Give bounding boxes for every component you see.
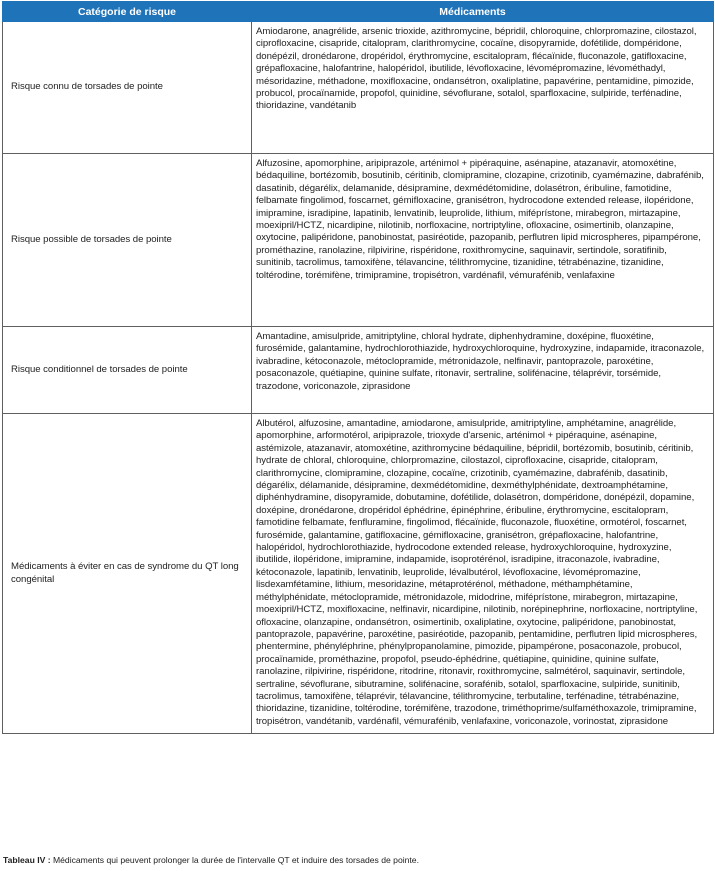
caption-label: Tableau IV :	[3, 855, 51, 865]
table-row	[3, 327, 714, 414]
drug-list-cell: Amiodarone, anagrélide, arsenic trioxide, azithromycine, bépridil, chloroquine, chlorpromazine, cilostazol, ciprofloxacine, cisapride, citalopram, clarithromycine, cocaïne, disopyramide, dofétilide, dompéridone, donépézil, dronédarone, dropéridol, érythromycine, escitalopram, flécaïnide, fluconazole, gatifloxacine, grépafloxacine, halofantrine, halopéridol, ibutilide, lévofloxacine, lévomépromazine, lévométhadyl, mésoridazine, méthadone, moxifloxacine, ondansétron, oxaliplatine, papavérine, pentamidine, pimozide, probucol, procaïnamide, propofol, quinidine, sévoflurane, sotalol, sparfloxacine, sulpiride, terfénadine, thioridazine, vandétanib	[252, 22, 714, 154]
drug-list-cell: Alfuzosine, apomorphine, aripiprazole, arténimol + pipéraquine, asénapine, atazanavir, atomoxétine, bédaquiline, bortézomib, bosutinib, céritinib, clomipramine, clozapine, crizotinib, cyamémazine, dabrafénib, dasatinib, dégarélix, delamanide, désipramine, dexmédétomidine, dolasétron, éribuline, famotidine, felbamate fingolimod, foscarnet, gémifloxacine, granisétron, hydrocodone extended release, ilopéridone, imipramine, isradipine, lapatinib, lenvatinib, leuprolide, lithium, miféprístone, mirabegron, mirtazapine, moexipril/HCTZ, nicardipine, nilotinib, norfloxacine, nortriptyline, ofloxacine, osimertinib, olanzapine, oxytocine, palipéridone, panobinostat, pasiréotide, pazopanib, perflutren lipid microspheres, pipampérone, prométhazine, ranolazine, rilpivirine, rispéridone, roxithromycine, saquinavir, sertindole, soratifinib, sunitinib, tacrolimus, tamoxifène, télavancine, télithromycine, tizanidine, tétrabénazine, tizanidine, toltérodine, torémifène, trimipramine, tropisétron, vardénafil, vémurafénib, venlafaxine	[252, 154, 714, 327]
table-row	[3, 154, 714, 327]
header-risk-category: Catégorie de risque	[3, 2, 252, 22]
table-header-row	[3, 2, 714, 22]
table-row	[3, 22, 714, 154]
drug-list-cell: Albutérol, alfuzosine, amantadine, amiodarone, amisulpride, amitriptyline, amphétamine, anagrélide, apomorphine, arformotérol, aripiprazole, trioxyde d'arsenic, arténimol + pipéraquine, asénapine, astémizole, atazanavir, atomoxétine, azithromycine bédaquiline, bépridil, bortézomib, bosutinib, céritinib, hydrate de chloral, chloroquine, chlorpromazine, cilostazol, ciprofloxacine, cisapride, citalopram, clarithromycine, clomipramine, clozapine, cocaïne, crizotinib, cyamémazine, dabrafénib, dasatinib, dégarélix, délamanide, désipramine, dexmédétomidine, dexméthylphénidate, dextroamphétamine, diphénhydramine, disopyramide, dobutamine, dofétilide, dolasétron, dompéridone, donépézil, dopamine, doxépine, dronédarone, dropéridol éphédrine, épinéphrine, éribuline, érythromycine, escitalopram, famotidine felbamate, fenfluramine, fingolimod, flécaïnide, fluconazole, fluoxétine, ormotérol, foscarnet, furosémide, galantamine, gatifloxacine, gémifloxacine, granisétron, grépafloxacine, halofantrine, halopéridol, hydrochlorothiazide, hydrocodone extended release, hydroxychloroquine, hydroxyzine, ibutilide, ilopéridone, imipramine, indapamide, isoprotérénol, isradipine, itraconazole, ivabradine, kétoconazole, lapatinib, lenvatinib, leuprolide, lévalbutérol, lévofloxacine, lévomépromazine, lisdexamfétamine, lithium, mesoridazine, métaprotérénol, méthadone, méthamphétamine, méthylphénidate, métoclopramide, métronidazole, midodrine, miféprístone, mirabegron, mirtazapine, moexipril/HCTZ, moxifloxacine, nelfinavir, nicardipine, nilotinib, norépinephrine, norfloxacine, nortriptyline, ofloxacine, olanzapine, ondansétron, osimertinib, oxaliplatine, oxytocine, palipéridone, panobinostat, pantoprazole, papavérine, paroxétine, pasiréotide, pazopanib, pentamidine, perflutren lipid microspheres, phentermine, phényléphrine, phénylpropanolamine, pimozide, pipampérone, posaconazole, probucol, procaïnamide, prométhazine, propofol, pseudo-éphédrine, quétiapine, quinidine, quinine sulfate, ranolazine, rilpivirine, rispéridone, ritodrine, ritonavir, roxithromycine, salmétérol, saquinavir, sertindole, sertraline, sévoflurane, sibutramine, solifénacine, sorafénib, sotalol, sparfloxacine, sulpiride, sunitinib, tacrolimus, tamoxifène, télaprévir, télavancine, télithromycine, terbutaline, terfénadine, tétrabénazine, thioridazine, tizanidine, toltérodine, torémifène, trazodone, triméthoprime/sulfaméthoxazole, trimipramine, tropisétron, vandétanib, vardénafil, vémurafénib, venlafaxine, voriconazole, vorinostat, ziprasidone	[252, 414, 714, 734]
risk-category-cell: Risque conditionnel de torsades de pointe	[3, 327, 252, 414]
risk-category-cell: Risque possible de torsades de pointe	[3, 154, 252, 327]
header-drugs: Médicaments	[252, 2, 714, 22]
table-caption	[3, 855, 419, 865]
drug-list-cell: Amantadine, amisulpride, amitriptyline, chloral hydrate, diphenhydramine, doxépine, fluoxétine, furosémide, galantamine, hydrochlorothiazide, hydroxychloroquine, hydroxyzine, indapamide, itraconazole, ivabradine, kétoconazole, métoclopramide, métronidazole, nelfinavir, pantoprazole, paroxétine, posaconazole, quétiapine, quinine sulfate, ritonavir, sertraline, solifénacine, télaprévir, torsémide, trazodone, voriconazole, ziprasidone	[252, 327, 714, 414]
caption-text: Médicaments qui peuvent prolonger la durée de l'intervalle QT et induire des torsades de pointe.	[50, 855, 419, 865]
risk-category-cell: Risque connu de torsades de pointe	[3, 22, 252, 154]
table-row	[3, 414, 714, 734]
qt-drug-table	[2, 1, 714, 734]
risk-category-cell: Médicaments à éviter en cas de syndrome du QT long congénital	[3, 414, 252, 734]
